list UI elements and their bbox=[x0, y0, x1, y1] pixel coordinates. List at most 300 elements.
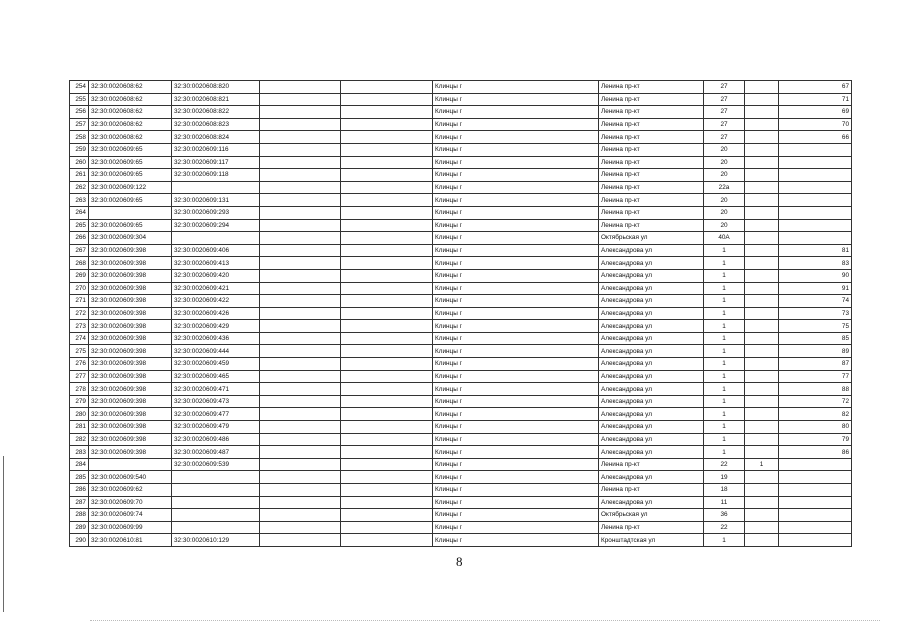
cell-city: Клинцы г bbox=[433, 257, 599, 270]
cell-empty-col-a bbox=[260, 370, 341, 383]
cell-house: 1 bbox=[704, 282, 745, 295]
cell-letter bbox=[745, 370, 779, 383]
cell-cadastral-parent: 32:30:0020609:65 bbox=[89, 219, 172, 232]
table-row bbox=[70, 93, 852, 106]
cell-cadastral-parent: 32:30:0020608:62 bbox=[89, 106, 172, 119]
cell-row-number: 279 bbox=[70, 395, 89, 408]
cell-cadastral-number: 32:30:0020609:131 bbox=[172, 194, 260, 207]
cell-empty-col-a bbox=[260, 521, 341, 534]
cell-apartment: 75 bbox=[779, 320, 852, 333]
cell-house: 20 bbox=[704, 194, 745, 207]
cell-house: 20 bbox=[704, 206, 745, 219]
cell-house: 1 bbox=[704, 408, 745, 421]
cell-house: 40А bbox=[704, 232, 745, 245]
cell-cadastral-parent: 32:30:0020609:398 bbox=[89, 370, 172, 383]
cell-letter bbox=[745, 534, 779, 547]
cell-empty-col-a bbox=[260, 534, 341, 547]
cell-empty-col-b bbox=[341, 496, 433, 509]
cell-cadastral-number: 32:30:0020610:129 bbox=[172, 534, 260, 547]
cell-empty-col-b bbox=[341, 433, 433, 446]
cell-letter bbox=[745, 194, 779, 207]
cell-house: 20 bbox=[704, 169, 745, 182]
cell-city: Клинцы г bbox=[433, 81, 599, 94]
cell-apartment bbox=[779, 471, 852, 484]
cell-city: Клинцы г bbox=[433, 496, 599, 509]
cell-street: Александрова ул bbox=[599, 307, 704, 320]
cell-empty-col-a bbox=[260, 383, 341, 396]
cell-row-number: 266 bbox=[70, 232, 89, 245]
table-row bbox=[70, 358, 852, 371]
cell-apartment: 71 bbox=[779, 93, 852, 106]
table-row bbox=[70, 282, 852, 295]
cell-city: Клинцы г bbox=[433, 118, 599, 131]
cell-street: Александрова ул bbox=[599, 408, 704, 421]
cell-empty-col-b bbox=[341, 509, 433, 522]
cell-letter bbox=[745, 383, 779, 396]
cell-row-number: 265 bbox=[70, 219, 89, 232]
cell-empty-col-a bbox=[260, 307, 341, 320]
cell-street: Александрова ул bbox=[599, 345, 704, 358]
cell-letter bbox=[745, 244, 779, 257]
cell-apartment bbox=[779, 521, 852, 534]
cell-apartment: 77 bbox=[779, 370, 852, 383]
cell-cadastral-parent: 32:30:0020609:398 bbox=[89, 307, 172, 320]
cell-letter bbox=[745, 93, 779, 106]
cell-letter bbox=[745, 181, 779, 194]
cell-empty-col-b bbox=[341, 219, 433, 232]
cell-apartment bbox=[779, 206, 852, 219]
cell-letter bbox=[745, 320, 779, 333]
cell-letter bbox=[745, 496, 779, 509]
cell-row-number: 261 bbox=[70, 169, 89, 182]
cell-cadastral-parent: 32:30:0020609:398 bbox=[89, 269, 172, 282]
table-row bbox=[70, 421, 852, 434]
cell-cadastral-number: 32:30:0020608:824 bbox=[172, 131, 260, 144]
cell-letter: 1 bbox=[745, 458, 779, 471]
cell-cadastral-parent: 32:30:0020609:398 bbox=[89, 421, 172, 434]
cell-city: Клинцы г bbox=[433, 232, 599, 245]
cell-house: 27 bbox=[704, 118, 745, 131]
cell-cadastral-number: 32:30:0020609:117 bbox=[172, 156, 260, 169]
cell-cadastral-number: 32:30:0020609:486 bbox=[172, 433, 260, 446]
cell-cadastral-parent: 32:30:0020608:62 bbox=[89, 131, 172, 144]
cell-apartment bbox=[779, 169, 852, 182]
cell-empty-col-b bbox=[341, 332, 433, 345]
cell-street: Александрова ул bbox=[599, 269, 704, 282]
cell-house: 1 bbox=[704, 307, 745, 320]
cell-apartment bbox=[779, 156, 852, 169]
cell-apartment: 88 bbox=[779, 383, 852, 396]
cell-street: Александрова ул bbox=[599, 433, 704, 446]
table-row bbox=[70, 106, 852, 119]
cell-house: 20 bbox=[704, 156, 745, 169]
cell-street: Александрова ул bbox=[599, 370, 704, 383]
cell-cadastral-number: 32:30:0020609:293 bbox=[172, 206, 260, 219]
table-row bbox=[70, 446, 852, 459]
cell-apartment: 66 bbox=[779, 131, 852, 144]
cell-street: Ленина пр-кт bbox=[599, 484, 704, 497]
table-row bbox=[70, 433, 852, 446]
cell-empty-col-a bbox=[260, 219, 341, 232]
cell-empty-col-b bbox=[341, 232, 433, 245]
cell-cadastral-parent: 32:30:0020609:398 bbox=[89, 395, 172, 408]
cell-cadastral-number: 32:30:0020609:294 bbox=[172, 219, 260, 232]
cell-empty-col-b bbox=[341, 471, 433, 484]
cell-empty-col-b bbox=[341, 206, 433, 219]
cell-letter bbox=[745, 433, 779, 446]
cell-street: Александрова ул bbox=[599, 295, 704, 308]
cell-house: 1 bbox=[704, 332, 745, 345]
cell-empty-col-a bbox=[260, 458, 341, 471]
cell-apartment: 70 bbox=[779, 118, 852, 131]
cell-cadastral-number: 32:30:0020609:471 bbox=[172, 383, 260, 396]
cell-city: Клинцы г bbox=[433, 421, 599, 434]
cell-letter bbox=[745, 219, 779, 232]
cell-empty-col-b bbox=[341, 295, 433, 308]
cell-city: Клинцы г bbox=[433, 471, 599, 484]
cell-cadastral-number bbox=[172, 484, 260, 497]
cell-street: Ленина пр-кт bbox=[599, 118, 704, 131]
cell-row-number: 258 bbox=[70, 131, 89, 144]
cell-city: Клинцы г bbox=[433, 169, 599, 182]
cell-empty-col-a bbox=[260, 320, 341, 333]
cell-apartment: 85 bbox=[779, 332, 852, 345]
cell-letter bbox=[745, 106, 779, 119]
cell-letter bbox=[745, 332, 779, 345]
cell-apartment: 79 bbox=[779, 433, 852, 446]
cell-empty-col-a bbox=[260, 232, 341, 245]
cell-cadastral-number: 32:30:0020609:487 bbox=[172, 446, 260, 459]
cell-city: Клинцы г bbox=[433, 307, 599, 320]
cell-street: Александрова ул bbox=[599, 496, 704, 509]
cell-cadastral-parent: 32:30:0020609:398 bbox=[89, 332, 172, 345]
cell-letter bbox=[745, 421, 779, 434]
cell-street: Ленина пр-кт bbox=[599, 81, 704, 94]
cell-letter bbox=[745, 143, 779, 156]
cell-city: Клинцы г bbox=[433, 395, 599, 408]
cell-letter bbox=[745, 282, 779, 295]
cell-house: 22а bbox=[704, 181, 745, 194]
cell-empty-col-a bbox=[260, 169, 341, 182]
cell-city: Клинцы г bbox=[433, 156, 599, 169]
cell-street: Александрова ул bbox=[599, 257, 704, 270]
cell-row-number: 280 bbox=[70, 408, 89, 421]
cell-empty-col-b bbox=[341, 395, 433, 408]
cell-cadastral-parent: 32:30:0020608:62 bbox=[89, 93, 172, 106]
table-row bbox=[70, 194, 852, 207]
cell-house: 20 bbox=[704, 219, 745, 232]
cell-city: Клинцы г bbox=[433, 93, 599, 106]
cell-letter bbox=[745, 232, 779, 245]
table-row bbox=[70, 320, 852, 333]
cell-cadastral-number: 32:30:0020609:426 bbox=[172, 307, 260, 320]
cell-house: 18 bbox=[704, 484, 745, 497]
cell-empty-col-a bbox=[260, 106, 341, 119]
cell-house: 1 bbox=[704, 446, 745, 459]
cell-street: Ленина пр-кт bbox=[599, 206, 704, 219]
cell-row-number: 278 bbox=[70, 383, 89, 396]
cell-apartment bbox=[779, 484, 852, 497]
cell-cadastral-parent: 32:30:0020609:398 bbox=[89, 295, 172, 308]
cell-row-number: 282 bbox=[70, 433, 89, 446]
cell-letter bbox=[745, 521, 779, 534]
cell-row-number: 288 bbox=[70, 509, 89, 522]
cell-letter bbox=[745, 446, 779, 459]
cell-city: Клинцы г bbox=[433, 131, 599, 144]
cell-city: Клинцы г bbox=[433, 106, 599, 119]
table-row bbox=[70, 219, 852, 232]
cell-cadastral-number: 32:30:0020608:822 bbox=[172, 106, 260, 119]
cell-empty-col-b bbox=[341, 320, 433, 333]
cell-cadastral-number bbox=[172, 496, 260, 509]
cell-empty-col-a bbox=[260, 484, 341, 497]
cell-cadastral-number: 32:30:0020609:413 bbox=[172, 257, 260, 270]
cell-cadastral-number: 32:30:0020609:406 bbox=[172, 244, 260, 257]
cell-cadastral-parent: 32:30:0020608:62 bbox=[89, 81, 172, 94]
cell-row-number: 271 bbox=[70, 295, 89, 308]
cell-empty-col-a bbox=[260, 408, 341, 421]
cell-empty-col-a bbox=[260, 181, 341, 194]
cell-empty-col-a bbox=[260, 471, 341, 484]
table-row bbox=[70, 257, 852, 270]
cell-house: 1 bbox=[704, 370, 745, 383]
cell-empty-col-a bbox=[260, 345, 341, 358]
cell-empty-col-b bbox=[341, 194, 433, 207]
table-row bbox=[70, 509, 852, 522]
cell-cadastral-parent: 32:30:0020609:65 bbox=[89, 143, 172, 156]
cell-apartment bbox=[779, 458, 852, 471]
cell-empty-col-b bbox=[341, 421, 433, 434]
cell-empty-col-b bbox=[341, 408, 433, 421]
cell-empty-col-a bbox=[260, 156, 341, 169]
table-row bbox=[70, 81, 852, 94]
cell-empty-col-b bbox=[341, 244, 433, 257]
table-row bbox=[70, 383, 852, 396]
cell-cadastral-parent: 32:30:0020609:540 bbox=[89, 471, 172, 484]
cell-empty-col-b bbox=[341, 131, 433, 144]
cell-letter bbox=[745, 395, 779, 408]
cell-cadastral-parent: 32:30:0020609:65 bbox=[89, 194, 172, 207]
cell-empty-col-b bbox=[341, 118, 433, 131]
cell-row-number: 254 bbox=[70, 81, 89, 94]
table-row bbox=[70, 496, 852, 509]
cell-cadastral-parent: 32:30:0020609:65 bbox=[89, 156, 172, 169]
cell-cadastral-number bbox=[172, 509, 260, 522]
cell-apartment bbox=[779, 219, 852, 232]
cell-city: Клинцы г bbox=[433, 521, 599, 534]
cell-row-number: 256 bbox=[70, 106, 89, 119]
cell-city: Клинцы г bbox=[433, 534, 599, 547]
cell-letter bbox=[745, 484, 779, 497]
cell-empty-col-b bbox=[341, 345, 433, 358]
cell-city: Клинцы г bbox=[433, 383, 599, 396]
cell-street: Александрова ул bbox=[599, 332, 704, 345]
cell-letter bbox=[745, 509, 779, 522]
cell-row-number: 267 bbox=[70, 244, 89, 257]
table-row bbox=[70, 370, 852, 383]
cell-row-number: 268 bbox=[70, 257, 89, 270]
cell-city: Клинцы г bbox=[433, 282, 599, 295]
table-row bbox=[70, 395, 852, 408]
table-row bbox=[70, 521, 852, 534]
cell-cadastral-parent: 32:30:0020609:65 bbox=[89, 169, 172, 182]
cell-cadastral-parent: 32:30:0020609:398 bbox=[89, 408, 172, 421]
cell-cadastral-number: 32:30:0020609:116 bbox=[172, 143, 260, 156]
cell-house: 1 bbox=[704, 345, 745, 358]
cell-cadastral-parent bbox=[89, 206, 172, 219]
cell-house: 1 bbox=[704, 320, 745, 333]
cell-cadastral-parent: 32:30:0020609:398 bbox=[89, 358, 172, 371]
cell-empty-col-a bbox=[260, 395, 341, 408]
cell-empty-col-a bbox=[260, 206, 341, 219]
table-row bbox=[70, 181, 852, 194]
cell-cadastral-number: 32:30:0020609:118 bbox=[172, 169, 260, 182]
cell-row-number: 284 bbox=[70, 458, 89, 471]
cell-house: 20 bbox=[704, 143, 745, 156]
cell-empty-col-a bbox=[260, 131, 341, 144]
register-table-container bbox=[69, 80, 851, 547]
cell-empty-col-b bbox=[341, 282, 433, 295]
cell-apartment bbox=[779, 534, 852, 547]
cell-city: Клинцы г bbox=[433, 206, 599, 219]
table-row bbox=[70, 232, 852, 245]
cell-city: Клинцы г bbox=[433, 433, 599, 446]
cell-letter bbox=[745, 169, 779, 182]
cell-street: Ленина пр-кт bbox=[599, 131, 704, 144]
table-row bbox=[70, 118, 852, 131]
cell-street: Александрова ул bbox=[599, 358, 704, 371]
cell-cadastral-parent: 32:30:0020610:81 bbox=[89, 534, 172, 547]
cell-letter bbox=[745, 345, 779, 358]
cell-street: Ленина пр-кт bbox=[599, 521, 704, 534]
cell-street: Александрова ул bbox=[599, 395, 704, 408]
cell-street: Ленина пр-кт bbox=[599, 194, 704, 207]
cell-apartment: 91 bbox=[779, 282, 852, 295]
cell-cadastral-parent: 32:30:0020609:122 bbox=[89, 181, 172, 194]
cell-empty-col-a bbox=[260, 496, 341, 509]
cell-letter bbox=[745, 81, 779, 94]
cell-cadastral-parent: 32:30:0020609:398 bbox=[89, 257, 172, 270]
cell-house: 22 bbox=[704, 521, 745, 534]
cell-row-number: 259 bbox=[70, 143, 89, 156]
cell-city: Клинцы г bbox=[433, 320, 599, 333]
table-row bbox=[70, 408, 852, 421]
cell-row-number: 263 bbox=[70, 194, 89, 207]
cell-house: 1 bbox=[704, 534, 745, 547]
cell-house: 1 bbox=[704, 421, 745, 434]
cell-cadastral-number: 32:30:0020609:436 bbox=[172, 332, 260, 345]
cell-city: Клинцы г bbox=[433, 446, 599, 459]
cell-empty-col-a bbox=[260, 269, 341, 282]
cell-row-number: 269 bbox=[70, 269, 89, 282]
cell-cadastral-number: 32:30:0020609:444 bbox=[172, 345, 260, 358]
cell-empty-col-b bbox=[341, 81, 433, 94]
table-row bbox=[70, 332, 852, 345]
cell-house: 22 bbox=[704, 458, 745, 471]
cell-street: Ленина пр-кт bbox=[599, 219, 704, 232]
cell-house: 27 bbox=[704, 131, 745, 144]
cell-cadastral-parent: 32:30:0020609:99 bbox=[89, 521, 172, 534]
cell-letter bbox=[745, 206, 779, 219]
cell-house: 19 bbox=[704, 471, 745, 484]
cell-street: Ленина пр-кт bbox=[599, 156, 704, 169]
cell-apartment bbox=[779, 509, 852, 522]
cell-cadastral-number: 32:30:0020609:429 bbox=[172, 320, 260, 333]
cell-apartment bbox=[779, 496, 852, 509]
cell-letter bbox=[745, 257, 779, 270]
cell-city: Клинцы г bbox=[433, 219, 599, 232]
cell-cadastral-number: 32:30:0020609:420 bbox=[172, 269, 260, 282]
cell-street: Октябрьская ул bbox=[599, 232, 704, 245]
cell-house: 1 bbox=[704, 257, 745, 270]
cell-city: Клинцы г bbox=[433, 143, 599, 156]
cell-apartment bbox=[779, 181, 852, 194]
cell-cadastral-number: 32:30:0020609:473 bbox=[172, 395, 260, 408]
cell-apartment: 90 bbox=[779, 269, 852, 282]
table-row bbox=[70, 156, 852, 169]
cell-apartment bbox=[779, 232, 852, 245]
cell-street: Ленина пр-кт bbox=[599, 458, 704, 471]
cell-city: Клинцы г bbox=[433, 509, 599, 522]
cell-empty-col-b bbox=[341, 534, 433, 547]
cell-row-number: 274 bbox=[70, 332, 89, 345]
table-row bbox=[70, 484, 852, 497]
cell-house: 1 bbox=[704, 295, 745, 308]
cell-letter bbox=[745, 131, 779, 144]
cell-street: Александрова ул bbox=[599, 446, 704, 459]
cell-row-number: 286 bbox=[70, 484, 89, 497]
cell-empty-col-b bbox=[341, 181, 433, 194]
cell-empty-col-a bbox=[260, 118, 341, 131]
cell-house: 11 bbox=[704, 496, 745, 509]
cell-city: Клинцы г bbox=[433, 370, 599, 383]
cell-house: 1 bbox=[704, 244, 745, 257]
cell-row-number: 264 bbox=[70, 206, 89, 219]
cell-cadastral-number: 32:30:0020609:477 bbox=[172, 408, 260, 421]
cell-city: Клинцы г bbox=[433, 332, 599, 345]
cell-empty-col-b bbox=[341, 358, 433, 371]
cell-cadastral-number: 32:30:0020609:421 bbox=[172, 282, 260, 295]
cell-cadastral-parent: 32:30:0020609:62 bbox=[89, 484, 172, 497]
scan-margin-line bbox=[3, 456, 4, 612]
cell-street: Александрова ул bbox=[599, 471, 704, 484]
cell-row-number: 275 bbox=[70, 345, 89, 358]
cell-city: Клинцы г bbox=[433, 194, 599, 207]
cell-empty-col-b bbox=[341, 257, 433, 270]
cell-apartment: 83 bbox=[779, 257, 852, 270]
cell-street: Ленина пр-кт bbox=[599, 169, 704, 182]
cell-row-number: 272 bbox=[70, 307, 89, 320]
cell-street: Александрова ул bbox=[599, 282, 704, 295]
cell-apartment: 82 bbox=[779, 408, 852, 421]
cell-letter bbox=[745, 307, 779, 320]
cell-cadastral-parent: 32:30:0020609:70 bbox=[89, 496, 172, 509]
cell-street: Ленина пр-кт bbox=[599, 143, 704, 156]
cell-city: Клинцы г bbox=[433, 358, 599, 371]
cell-cadastral-number: 32:30:0020609:422 bbox=[172, 295, 260, 308]
table-row bbox=[70, 143, 852, 156]
cell-empty-col-b bbox=[341, 484, 433, 497]
cell-apartment: 89 bbox=[779, 345, 852, 358]
cell-row-number: 270 bbox=[70, 282, 89, 295]
cell-empty-col-a bbox=[260, 433, 341, 446]
cell-house: 1 bbox=[704, 269, 745, 282]
cell-apartment bbox=[779, 194, 852, 207]
scan-artifact-dots bbox=[90, 620, 880, 622]
cell-empty-col-a bbox=[260, 509, 341, 522]
cell-letter bbox=[745, 358, 779, 371]
cell-row-number: 260 bbox=[70, 156, 89, 169]
